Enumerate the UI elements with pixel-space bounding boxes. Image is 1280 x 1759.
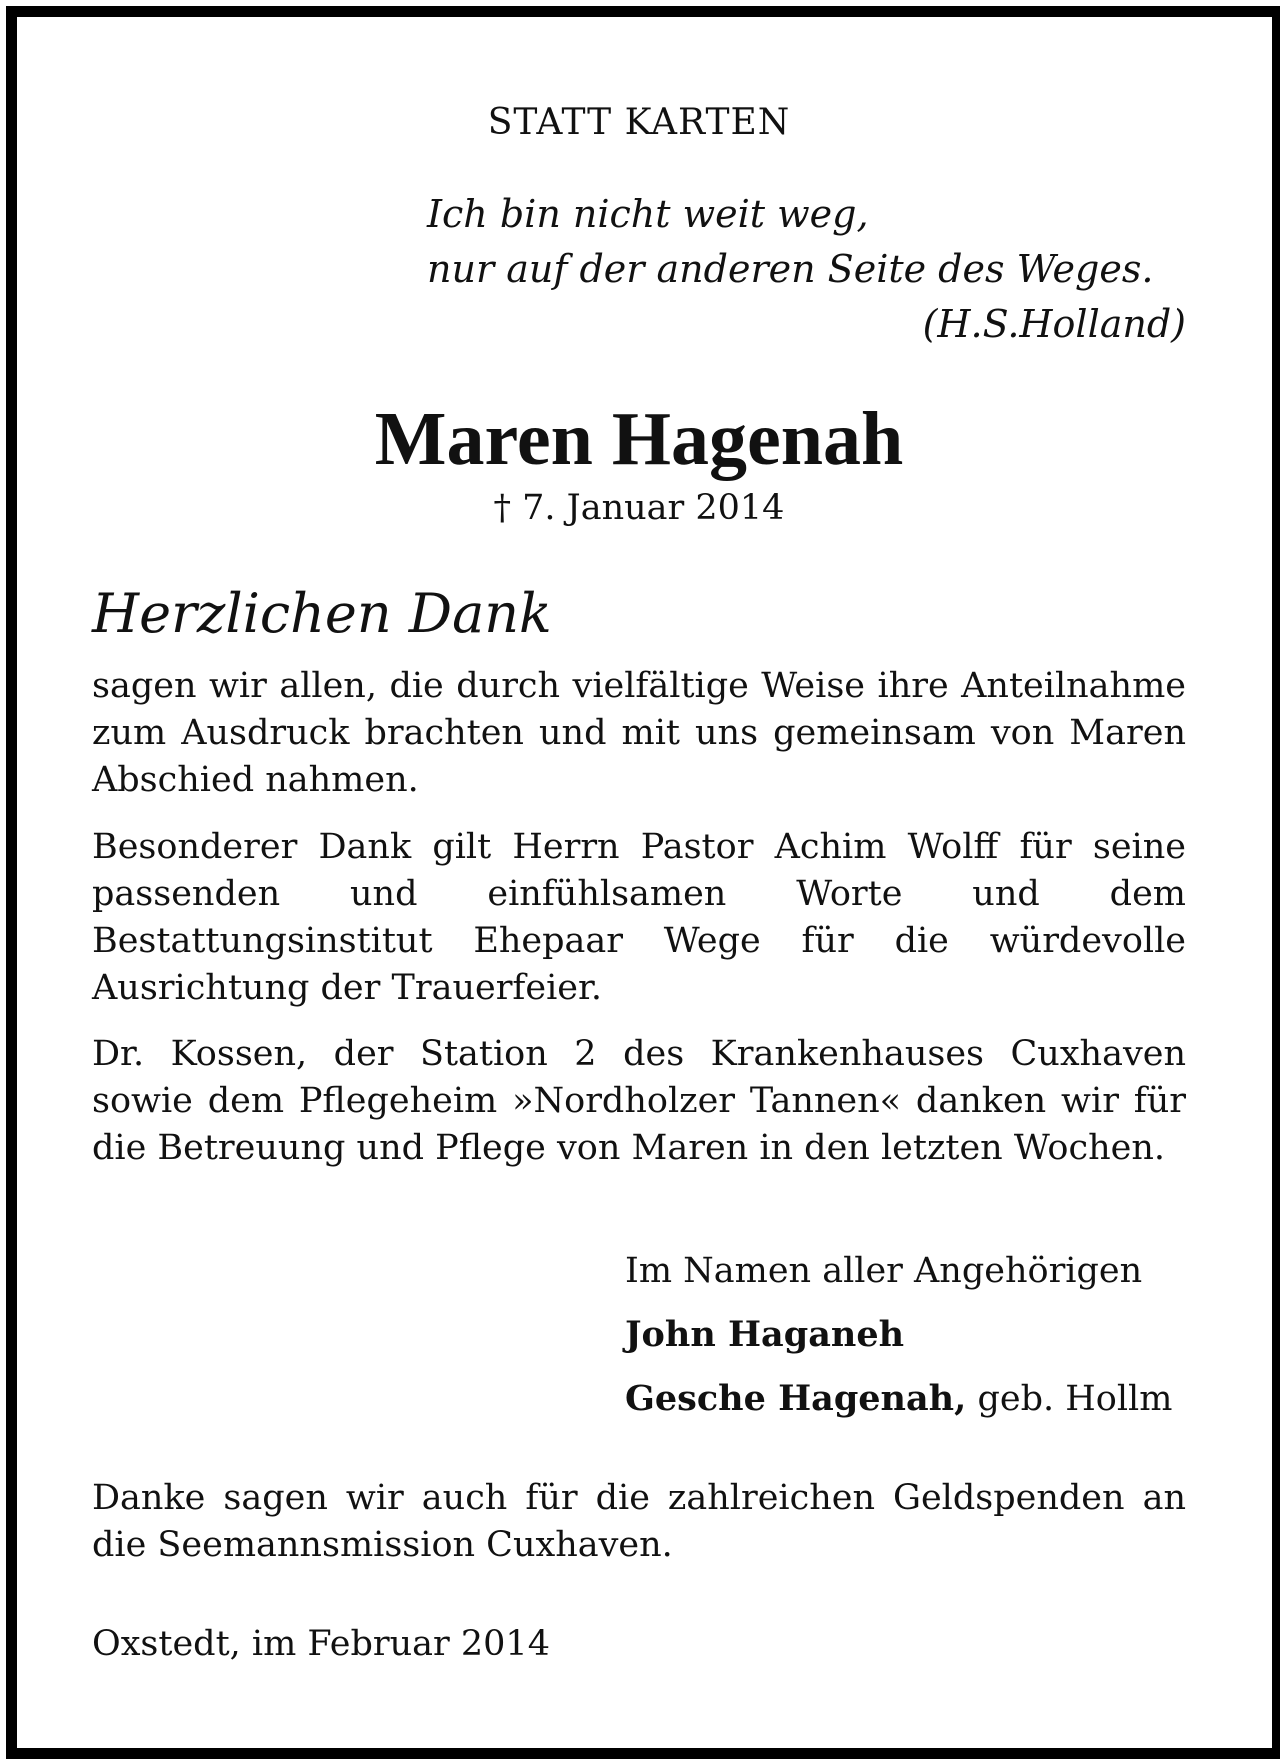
donation-note: Danke sagen wir auch für die zahlreichen Geldspenden an die Seemannsmission Cuxhaven. xyxy=(92,1478,1186,1565)
thanks-paragraph-2: Besonderer Dank gilt Herrn Pastor Achim Wolff für seine passenden und einfühlsamen Worte und dem Bestattungsinstitut Ehepaar Wege für die würdevolle Ausrichtung der Trauerfeier. xyxy=(92,827,1186,1008)
quote-line-1: Ich bin nicht weit weg, xyxy=(427,192,869,236)
deceased-name: Maren Hagenah xyxy=(374,397,904,481)
signer-1 xyxy=(625,1303,1186,1367)
quote-line-2: nur auf der anderen Seite des Weges. xyxy=(427,247,1154,291)
death-date: † 7. Januar 2014 xyxy=(493,488,785,528)
signer-2-name: Gesche Hagenah, xyxy=(625,1378,967,1419)
thanks-paragraph-1: sagen wir allen, die durch vielfältige Weise ihre Anteilnahme zum Ausdruck brachten und mit uns gemeinsam von Maren Abschied nahmen. xyxy=(92,666,1186,800)
place-date: Oxstedt, im Februar 2014 xyxy=(92,1624,550,1664)
notice-content xyxy=(92,17,1186,1748)
thanks-paragraph-3: Dr. Kossen, der Station 2 des Krankenhauses Cuxhaven sowie dem Pflegeheim »Nordholzer Tannen« danken wir für die Betreuung und Pflege von Maren in den letzten Wochen. xyxy=(92,1034,1186,1168)
signoff-block xyxy=(625,1239,1186,1431)
notice-frame xyxy=(6,6,1280,1759)
header-statt-karten: STATT KARTEN xyxy=(487,102,791,143)
signer-2 xyxy=(625,1367,1186,1431)
signer-2-note: geb. Hollm xyxy=(966,1379,1173,1419)
memorial-quote xyxy=(427,187,1186,352)
quote-author: (H.S.Holland) xyxy=(922,302,1186,346)
signer-1-name: John Haganeh xyxy=(625,1314,905,1355)
thanks-title: Herzlichen Dank xyxy=(92,582,552,645)
signoff-intro: Im Namen aller Angehörigen xyxy=(625,1251,1143,1291)
